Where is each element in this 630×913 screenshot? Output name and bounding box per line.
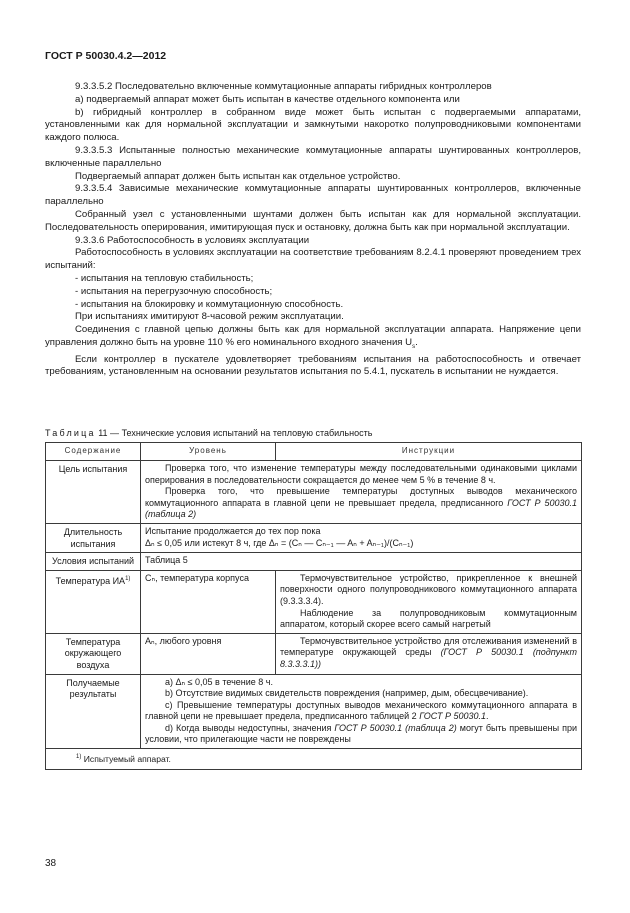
reference: ГОСТ Р 50030.1 (таблица 2) bbox=[145, 497, 578, 520]
row-instructions bbox=[276, 633, 582, 674]
paragraph: Подвергаемый аппарат должен быть испытан как отдельное устройство. bbox=[75, 170, 401, 182]
table-caption bbox=[45, 428, 372, 438]
paragraph-text: Соединения с главной цепью должны быть как для нормальной эксплуатации аппарата. Напряжение цепи управления должно быть на уровне 110 % его номинального входного значения U bbox=[45, 324, 581, 348]
subscript: s bbox=[412, 343, 416, 350]
paragraph: Соединения с главной цепью должны быть как для нормальной эксплуатации аппарата. Напряжение цепи управления должно быть на уровне 110 % его номинального входного значения $U_s$. bbox=[45, 324, 581, 350]
row-level: Cₙ, температура корпуса bbox=[141, 570, 276, 633]
caption-prefix: Таблица bbox=[45, 428, 96, 438]
table-footnote-row bbox=[46, 749, 582, 769]
paragraph: При испытаниях имитируют 8-часовой режим эксплуатации. bbox=[75, 311, 344, 323]
formula: Δₙ ≤ 0,05 или истекут 8 ч, где Δₙ = (Cₙ — Cₙ₋₁ — Aₙ + Aₙ₋₁)/(Cₙ₋₁) bbox=[145, 537, 414, 548]
row-instructions bbox=[276, 570, 582, 633]
list-item: - испытания на перегрузочную способность; bbox=[75, 285, 273, 297]
row-label-text: Температура ИА bbox=[55, 575, 126, 586]
instruction-text: Наблюдение за полупроводниковым коммутационным аппаратом, который скорее всего самый нагретый bbox=[280, 607, 577, 630]
instruction-part: Проверка того, что превышение температуры доступных выводов механического коммутационного аппарата в главной цепи не превышает предела, предписанного bbox=[145, 486, 577, 508]
table-row bbox=[46, 570, 582, 633]
footnote-mark: 1) bbox=[76, 754, 82, 761]
result-part: c) Превышение температуры доступных выводов механического коммутационного аппарата в главной цепи не превышает предела, предписанного таблицей 2 bbox=[145, 699, 577, 722]
paragraph: Если контроллер в пускателе удовлетворяет требованиям испытания на работоспособность и отвечает требованиям, установленным на основании результатов испытания по 5.4.1, пускатель в испытании не нуждается. bbox=[45, 353, 581, 378]
paragraph: Работоспособность в условиях эксплуатации на соответствие требованиям 8.2.4.1 проверяют проведением трех испытаний: bbox=[45, 247, 581, 272]
result-item: a) Δₙ ≤ 0,05 в течение 8 ч. bbox=[165, 676, 273, 687]
result-item: b) Отсутствие видимых свидетельств повреждения (например, дым, обесцвечивание). bbox=[165, 688, 529, 699]
paragraph: 9.3.3.5.3 Испытанные полностью механические коммутационные аппараты шунтированных контроллеров, включенные параллельно bbox=[45, 144, 581, 169]
table-row bbox=[46, 461, 582, 524]
row-label: Условия испытаний bbox=[46, 553, 141, 571]
footnote-text: Испытуемый аппарат. bbox=[83, 753, 171, 764]
conditions-table bbox=[45, 442, 582, 770]
row-label: Температура окружающего воздуха bbox=[46, 633, 141, 674]
row-label: Длительность испытания bbox=[46, 523, 141, 552]
row-instructions bbox=[141, 523, 582, 552]
result-part: могут быть превышены при условии, что прилегающие части не повреждены bbox=[145, 722, 577, 745]
table-footnote bbox=[46, 749, 582, 769]
table-row bbox=[46, 674, 582, 749]
reference: ГОСТ Р 50030.1 bbox=[419, 711, 487, 722]
instruction-part: Термочувствительное устройство для отслеживания изменений в температуре окружающей среды bbox=[280, 635, 577, 658]
paragraph: a) подвергаемый аппарат может быть испытан в качестве отдельного компонента или bbox=[75, 93, 460, 105]
column-header: Содержание bbox=[46, 443, 141, 461]
row-label: Цель испытания bbox=[46, 461, 141, 524]
reference: (ГОСТ Р 50030.1 (подпункт 8.3.3.3.1)) bbox=[280, 647, 577, 669]
paragraph: 9.3.3.6 Работоспособность в условиях эксплуатации bbox=[75, 234, 310, 246]
result-item: c) Превышение температуры доступных выводов механического коммутационного аппарата в главной цепи не превышает предела, предписанного таблицей 2 ГОСТ Р 50030.1. bbox=[145, 699, 577, 722]
table-header-row bbox=[46, 443, 582, 461]
list-item: - испытания на тепловую стабильность; bbox=[75, 272, 254, 284]
row-instructions bbox=[141, 461, 582, 524]
row-label bbox=[46, 570, 141, 633]
page-number: 38 bbox=[45, 858, 57, 869]
paragraph: Собранный узел с установленными шунтами должен быть испытан как для нормальной эксплуатации. Последовательность оперирования, имитирующая пуск и остановку, должна быть как при нормальной эксплуатации. bbox=[45, 208, 581, 233]
instruction-text: Термочувствительное устройство, прикрепленное к внешней поверхности одного полупроводникового коммутационного аппарата (9.3.3.3.4). bbox=[280, 572, 577, 606]
footnote-mark: 1) bbox=[125, 575, 131, 582]
instruction-text: Испытание продолжается до тех пор пока bbox=[145, 525, 321, 536]
result-item bbox=[145, 723, 577, 746]
row-value: Таблица 5 bbox=[141, 553, 582, 571]
table-row bbox=[46, 523, 582, 552]
table-row bbox=[46, 553, 582, 571]
row-instructions bbox=[141, 674, 582, 749]
row-label: Получаемые результаты bbox=[46, 674, 141, 749]
paragraph: b) гибридный контроллер в собранном виде может быть испытан с подвергаемыми аппаратами, установленными как для нормальной эксплуатации и замкнутыми накоротко полупроводниковыми компонентами каждого полюса. bbox=[45, 106, 581, 144]
instruction-text bbox=[145, 486, 577, 521]
document-header: ГОСТ Р 50030.4.2—2012 bbox=[45, 50, 167, 62]
paragraph: 9.3.3.5.2 Последовательно включенные коммутационные аппараты гибридных контроллеров bbox=[75, 81, 492, 92]
paragraph: 9.3.3.5.4 Зависимые механические коммутационные аппараты шунтированных контроллеров, включенные параллельно bbox=[45, 183, 581, 208]
row-level: Aₙ, любого уровня bbox=[141, 633, 276, 674]
result-part: d) Когда выводы недоступны, значения bbox=[165, 722, 335, 733]
reference: ГОСТ Р 50030.1 (таблица 2) bbox=[334, 722, 457, 733]
list-item: - испытания на блокировку и коммутационную способность. bbox=[75, 298, 344, 310]
body-text bbox=[45, 81, 581, 379]
caption-text: 11 — Технические условия испытаний на тепловую стабильность bbox=[98, 428, 373, 438]
instruction-text: Проверка того, что изменение температуры между последовательными одинаковыми циклами оперирования в последовательности сокращается до менее чем 5 % в течение 8 ч. bbox=[145, 463, 577, 485]
column-header: Уровень bbox=[141, 443, 276, 461]
instruction-text bbox=[280, 636, 577, 671]
column-header: Инструкции bbox=[276, 443, 582, 461]
table-row bbox=[46, 633, 582, 674]
